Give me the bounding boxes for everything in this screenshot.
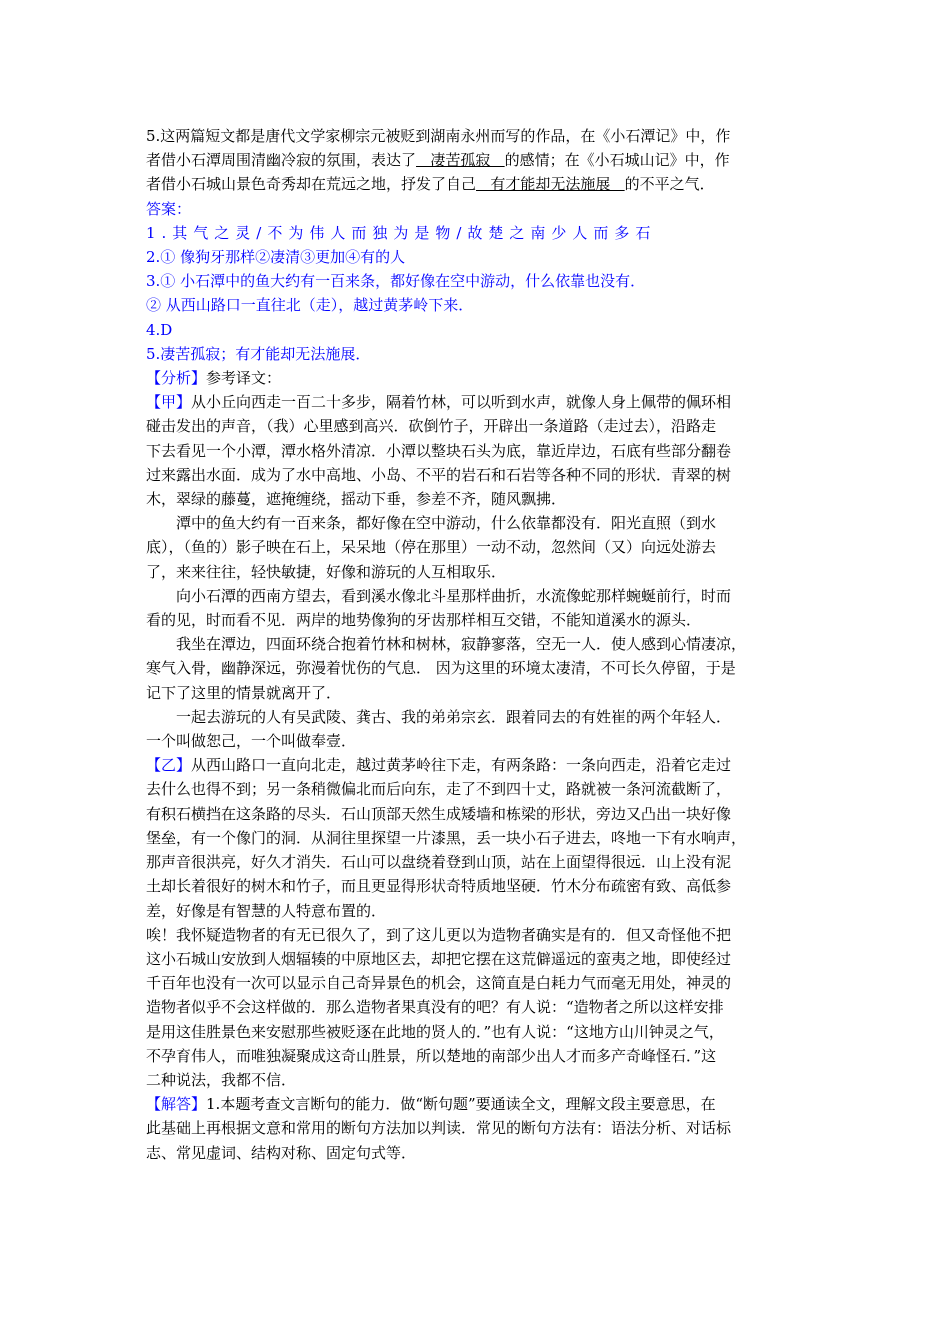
jia-paragraph-1-line: 下去看见一个小潭，潭水格外清凉．小潭以整块石头为底，靠近岸边，石底有些部分翻卷 xyxy=(146,441,732,460)
jia-paragraph-1-line: 碰击发出的声音，（我）心里感到高兴．砍倒竹子，开辟出一条道路（走过去），沿路走 xyxy=(146,417,717,436)
question-5-line-3 xyxy=(146,172,806,196)
answer-3-part-1: 3.① 小石潭中的鱼大约有一百来条，都好像在空中游动，什么依靠也没有． xyxy=(146,272,646,291)
jia-paragraph-2-line: 了，来来往往，轻快敏捷，好像和游玩的人互相取乐． xyxy=(146,562,507,581)
jia-paragraph-3-line: 看的见，时而看不见．两岸的地势像狗的牙齿那样相互交错，不能知道溪水的源头． xyxy=(146,611,702,630)
jia-paragraph-1-line: 木，翠绿的藤蔓，遮掩缠绕，摇动下垂，参差不齐，随风飘拂． xyxy=(146,490,567,509)
question-5-line-2 xyxy=(146,148,806,172)
yi-paragraph-2-line: 千百年也没有一次可以显示自己奇异景色的机会，这简直是白耗力气而毫无用处，神灵的 xyxy=(146,974,732,993)
solution-tag: 【解答】 xyxy=(146,1095,207,1114)
question-5-text: 的感情；在《小石城山记》中，作 xyxy=(504,151,730,170)
jia-paragraph-3-line: 向小石潭的西南方望去，看到溪水像北斗星那样曲折，水流像蛇那样蜿蜒前行，时而 xyxy=(176,586,732,605)
question-5-line-1: 5.这两篇短文都是唐代文学家柳宗元被贬到湖南永州而写的作品，在《小石潭记》中，作 xyxy=(146,127,731,145)
analysis-section xyxy=(146,366,806,1092)
answer-2: 2.① 像狗牙那样②凄清③更加④有的人 xyxy=(146,248,406,267)
yi-paragraph-1-line: 有积石横挡在这条路的尽头．石山顶部天然生成矮墙和栋梁的形状，旁边又凸出一块好像 xyxy=(146,804,732,823)
analysis-tag: 【分析】 xyxy=(146,369,207,388)
question-5-text: 的不平之气． xyxy=(624,175,715,194)
yi-paragraph-2-line: 这小石城山安放到人烟辐辏的中原地区去，却把它摆在这荒僻遥远的蛮夷之地，即使经过 xyxy=(146,949,732,968)
solution-section xyxy=(146,1092,806,1165)
jia-paragraph-2-line: 底），（鱼的）影子映在石上，呆呆地（停在那里）一动不动，忽然间（又）向远处游去 xyxy=(146,538,717,557)
jia-paragraph-1-line: 过来露出水面．成为了水中高地、小岛、不平的岩石和石岩等各种不同的形状．青翠的树 xyxy=(146,465,732,484)
jia-tag: 【甲】 xyxy=(146,393,192,412)
jia-paragraph-1-line xyxy=(146,390,806,414)
question-5-text: 者借小石城山景色奇秀却在荒远之地，抒发了自己 xyxy=(146,175,477,194)
answer-1: 1.其气之灵/不为伟人而独为是物/故楚之南少人而多石 xyxy=(146,223,657,242)
yi-paragraph-1-line: 去什么也得不到；另一条稍微偏北而后向东，走了不到四十丈，路就被一条河流截断了， xyxy=(146,780,732,799)
yi-paragraph-2-line: 二种说法，我都不信． xyxy=(146,1070,297,1089)
jia-paragraph-4-line: 记下了这里的情景就离开了． xyxy=(146,683,342,702)
answer-4: 4.D xyxy=(146,320,173,339)
yi-paragraph-1-line: 堡垒，有一个像门的洞．从洞往里探望一片漆黑，丢一块小石子进去，咚地一下有水响声， xyxy=(146,828,747,847)
answers-section xyxy=(146,197,806,366)
blank-answer-2: 有才能却无法施展 xyxy=(476,175,625,194)
yi-paragraph-1-line: 差，好像是有智慧的人特意布置的． xyxy=(146,901,387,920)
question-5-text: 者借小石潭周围清幽冷寂的氛围，表达了 xyxy=(146,151,417,170)
yi-paragraph-2-line: 是用这佳胜景色来安慰那些被贬逐在此地的贤人的．”也有人说：“这地方山川钟灵之气， xyxy=(146,1022,724,1041)
answers-label: 答案： xyxy=(146,199,192,218)
question-5 xyxy=(146,124,806,197)
answer-5: 5.凄苦孤寂；有才能却无法施展． xyxy=(146,344,371,363)
yi-paragraph-2-line: 唉！我怀疑造物者的有无已很久了，到了这儿更以为造物者确实是有的．但又奇怪他不把 xyxy=(146,925,732,944)
solution-line xyxy=(146,1092,806,1116)
jia-paragraph-5-line: 一起去游玩的人有吴武陵、龚古、我的弟弟宗玄．跟着同去的有姓崔的两个年轻人． xyxy=(176,707,732,726)
yi-text: 从西山路口一直向北走，越过黄茅岭往下走，有两条路：一条向西走，沿着它走过 xyxy=(191,756,732,775)
yi-paragraph-1-line: 土却长着很好的树木和竹子，而且更显得形状奇特质地坚硬．竹木分布疏密有致、高低参 xyxy=(146,877,732,896)
analysis-heading xyxy=(146,366,806,390)
analysis-title: 参考译文： xyxy=(206,369,282,388)
yi-paragraph-2-line: 造物者似乎不会这样做的．那么造物者果真没有的吧？有人说：“造物者之所以这样安排 xyxy=(146,998,724,1017)
jia-paragraph-4-line: 寒气入骨，幽静深远，弥漫着忧伤的气息． 因为这里的环境太凄清，不可长久停留，于是 xyxy=(146,659,736,678)
yi-paragraph-2-line: 不孕育伟人，而唯独凝聚成这奇山胜景，所以楚地的南部少出人才而多产奇峰怪石．”这 xyxy=(146,1046,717,1065)
yi-tag: 【乙】 xyxy=(146,756,192,775)
yi-paragraph-1-line xyxy=(146,753,806,777)
jia-paragraph-2-line: 潭中的鱼大约有一百来条，都好像在空中游动，什么依靠都没有．阳光直照（到水 xyxy=(176,514,717,533)
solution-line: 志、常见虚词、结构对称、固定句式等． xyxy=(146,1143,417,1162)
document-page xyxy=(146,124,806,1165)
solution-text: 1.本题考查文言断句的能力．做“断句题”要通读全文，理解文段主要意思，在 xyxy=(206,1095,716,1114)
jia-paragraph-5-line: 一个叫做恕己，一个叫做奉壹． xyxy=(146,732,357,751)
answer-3-part-2: ② 从西山路口一直往北（走），越过黄茅岭下来． xyxy=(146,296,474,315)
jia-paragraph-4-line: 我坐在潭边，四面环绕合抱着竹林和树林，寂静寥落，空无一人．使人感到心情凄凉， xyxy=(176,635,747,654)
solution-line: 此基础上再根据文意和常用的断句方法加以判读．常见的断句方法有：语法分析、对话标 xyxy=(146,1119,732,1138)
yi-paragraph-1-line: 那声音很洪亮，好久才消失．石山可以盘绕着登到山顶，站在上面望得很远．山上没有泥 xyxy=(146,853,732,872)
jia-text: 从小丘向西走一百二十多步，隔着竹林，可以听到水声，就像人身上佩带的佩环相 xyxy=(191,393,732,412)
blank-answer-1: 凄苦孤寂 xyxy=(416,151,505,170)
